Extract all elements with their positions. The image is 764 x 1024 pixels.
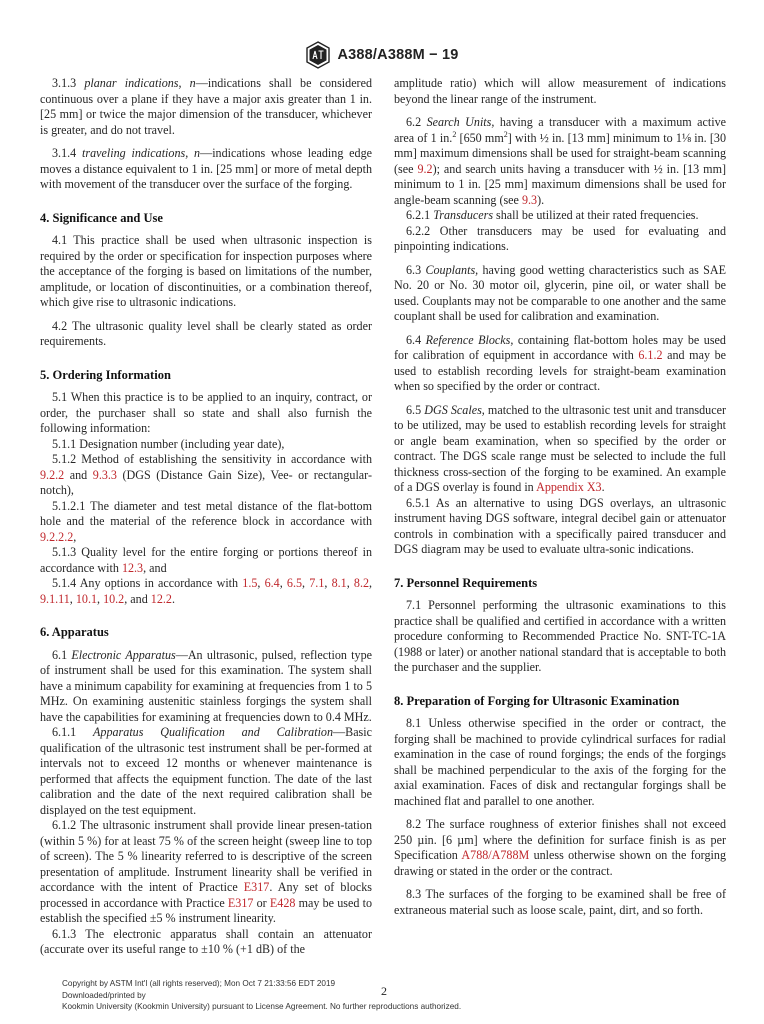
ref-link[interactable]: 6.4 xyxy=(264,576,280,590)
standard-designation: A388/A388M − 19 xyxy=(337,47,459,63)
ref-link[interactable]: 1.5 xyxy=(242,576,258,590)
section-4-title: 4. Significance and Use xyxy=(40,210,163,225)
left-column xyxy=(40,76,372,958)
footer-copyright: Copyright by ASTM Int'l (all rights reserved); Mon Oct 7 21:33:56 EDT 2019 xyxy=(62,979,336,988)
ref-link[interactable]: 8.1 xyxy=(331,576,347,590)
ref-link[interactable]: 6.1.2 xyxy=(638,348,663,362)
section-8-title: 8. Preparation of Forging for Ultrasonic Examination xyxy=(394,693,680,708)
para-6-1: 6.1 Electronic Apparatus—An ultrasonic, pulsed, reflection type of instrument shall be used for this examination. The system shall have a minimum capability for examining at frequencies from 1 to 5 MHz. On examining austenitic stainless forgings the system shall have the capabilities for examining at frequencies down to 0.4 MHz. xyxy=(40,647,373,724)
ref-link[interactable]: 8.2 xyxy=(353,576,370,590)
ref-link[interactable]: E428 xyxy=(269,895,296,910)
para-5-1-2-1: 5.1.2.1 The diameter and test metal distance of the flat-bottom hole and the material of the reference block in accordance with 9.2.2.2, xyxy=(40,498,372,544)
para-6-5: 6.5 DGS Scales, matched to the ultrasonic test unit and transducer to be utilized, may be used to establish recording levels for straight or angle beam examination, when so specified by the order or contract. The DGS scale range must be selected to include the full thickness cross-section of the forging to be examined. An example of a DGS overlay is found in Appendix X3. xyxy=(394,402,726,494)
ref-link[interactable]: 9.2.2.2 xyxy=(40,529,74,544)
ref-link[interactable]: 9.3.3 xyxy=(92,467,117,482)
para-5-1-3: 5.1.3 Quality level for the entire forging or portions thereof in accordance with 12.3, and xyxy=(40,545,372,575)
ref-link[interactable]: E317 xyxy=(227,895,254,910)
para-6-2: 6.2 Search Units, having a transducer with a maximum active area of 1 in.$^2$ [650 $mm^2$] with ½ in. [13 mm] minimum to 1⅛ in. [30 mm] maximum dimensions shall be used for straight-beam scanning (see 9.2); and search units having a transducer with ½ in. [13 mm] minimum to 1 in. [25 mm] maximum dimensions shall be used for angle-beam scanning (see 9.3). xyxy=(394,115,727,207)
page-number: 2 xyxy=(381,984,387,998)
ref-link[interactable]: 9.1.11 xyxy=(40,591,70,606)
section-5-title: 5. Ordering Information xyxy=(40,367,171,382)
para-8-3: 8.3 The surfaces of the forging to be examined shall be free of extraneous material such as loose scale, paint, dirt, and so forth. xyxy=(394,887,726,917)
right-column xyxy=(394,76,726,918)
ref-link[interactable]: 9.3 xyxy=(521,192,538,207)
para-7-1: 7.1 Personnel performing the ultrasonic examinations to this practice shall be qualified and certified in accordance with a written procedure conforming to Recommended Practice No. SNT-TC-1A (1988 or later) or another national standard that is acceptable to both the purchaser and the supplier. xyxy=(394,598,726,674)
page-header xyxy=(0,40,764,70)
para-4-2: 4.2 The ultrasonic quality level shall be clearly stated as order requirements. xyxy=(40,318,372,348)
para-6-1-1: 6.1.1 Apparatus Qualification and Calibration—Basic qualification of the ultrasonic test instrument shall be per-formed at intervals not to exceed 12 months or whenever maintenance is performed that affects the equipment function. The date of the last calibration and the date of the next required calibration shall be displayed on the test equipment. xyxy=(40,725,372,817)
para-4-1: 4.1 This practice shall be used when ultrasonic inspection is required by the order or specification for inspection purposes where the acceptance of the forging is based on limitations of the number, amplitude, or location of discontinuities, or a combination thereof, which give rise to ultrasonic indications. xyxy=(40,233,372,309)
ref-link[interactable]: 10.2 xyxy=(103,591,125,606)
footer-license: Kookmin University (Kookmin University) pursuant to License Agreement. No further reproductions authorized. xyxy=(62,1002,462,1011)
para-8-2: 8.2 The surface roughness of exterior finishes shall not exceed 250 µin. [6 µm] where the definition for surface finish is as per Specification A788/A788M unless otherwise shown on the forging drawing or stated in the order or the contract. xyxy=(394,817,726,878)
para-6-2-1: 6.2.1 Transducers shall be utilized at their rated frequencies. xyxy=(406,208,699,222)
ref-link[interactable]: 12.3 xyxy=(121,560,144,575)
footer-downloaded: Downloaded/printed by xyxy=(62,990,146,1000)
ref-link[interactable]: E317 xyxy=(243,880,270,894)
ref-link[interactable]: A788/A788M xyxy=(461,848,530,862)
para-6-1-3-continued: amplitude ratio) which will allow measurement of indications beyond the linear range of the instrument. xyxy=(394,76,726,106)
para-6-2-2: 6.2.2 Other transducers may be used for evaluating and pinpointing indications. xyxy=(394,223,726,253)
para-5-1: 5.1 When this practice is to be applied to an inquiry, contract, or order, the purchaser shall so state and shall also furnish the following information: xyxy=(40,390,372,435)
ref-link[interactable]: 7.1 xyxy=(309,576,325,590)
ref-link[interactable]: 9.2.2 xyxy=(40,467,65,482)
section-6-title: 6. Apparatus xyxy=(40,625,109,639)
para-6-1-3: 6.1.3 The electronic apparatus shall contain an attenuator (accurate over its useful range to ±10 % (+1 dB) of the xyxy=(40,926,372,956)
para-3-1-3: 3.1.3 planar indications, n—indications shall be considered continuous over a plane if they have a major axis greater than 1 in. [25 mm] or twice the major dimension of the transducer, whichever is greater, and do not travel. xyxy=(40,76,372,137)
para-6-5-1: 6.5.1 As an alternative to using DGS overlays, an ultrasonic instrument having DGS software, integral decibel gain or attenuator controls in combination with a specifically paired transducer and DGS diagram may be used to evaluate ultra-sonic indications. xyxy=(394,495,726,556)
ref-link[interactable]: 6.5 xyxy=(286,576,303,590)
ref-link[interactable]: 10.1 xyxy=(75,591,98,606)
astm-logo-icon xyxy=(305,41,331,69)
section-7-title: 7. Personnel Requirements xyxy=(394,575,538,590)
ref-link[interactable]: Appendix X3 xyxy=(536,480,602,494)
para-5-1-1: 5.1.1 Designation number (including year date), xyxy=(52,436,285,451)
para-3-1-4: 3.1.4 traveling indications, n—indications whose leading edge moves a distance equivalent to 1 in. [25 mm] or more of metal depth with movement of the transducer over the surface of the forging. xyxy=(40,146,372,191)
para-8-1: 8.1 Unless otherwise specified in the order or contract, the forging shall be machined to provide cylindrical surfaces for radial examination in the case of round forgings; the ends of the forgings shall be machined perpendicular to the axis of the forging for the axial examination. Faces of disk and rectangular forgings shall be machined flat and parallel to one another. xyxy=(394,716,726,808)
ref-link[interactable]: 9.2 xyxy=(417,161,433,176)
para-5-1-4: 5.1.4 Any options in accordance with 1.5, 6.4, 6.5, 7.1, 8.1, 8.2, 9.1.11, 10.1, 10.2, and 12.2. xyxy=(40,576,373,606)
para-6-3: 6.3 Couplants, having good wetting characteristics such as SAE No. 20 or No. 30 motor oil, glycerin, pine oil, or water shall be used. Couplants may not be comparable to one another and the same couplant shall be used for calibration and examination. xyxy=(394,262,726,323)
para-6-4: 6.4 Reference Blocks, containing flat-bottom holes may be used for calibration of equipment in accordance with 6.1.2 and may be used to establish recording levels for straight-beam examination when so specified by the order or contract. xyxy=(394,332,726,393)
ref-link[interactable]: 12.2 xyxy=(150,591,172,606)
para-5-1-2: 5.1.2 Method of establishing the sensitivity in accordance with 9.2.2 and 9.3.3 (DGS (Distance Gain Size), Vee- or rectangular-notch), xyxy=(40,452,372,497)
para-6-1-2: 6.1.2 The ultrasonic instrument shall provide linear presen-tation (within 5 %) for at least 75 % of the screen height (sweep line to top of screen). The 5 % linearity referred to is descriptive of the screen presentation of amplitude. Instrument linearity shall be verified in accordance with the intent of Practice E317. Any set of blocks processed in accordance with Practice E317 or E428 may be used to establish the specified ±5 % instrument linearity. xyxy=(40,818,373,925)
